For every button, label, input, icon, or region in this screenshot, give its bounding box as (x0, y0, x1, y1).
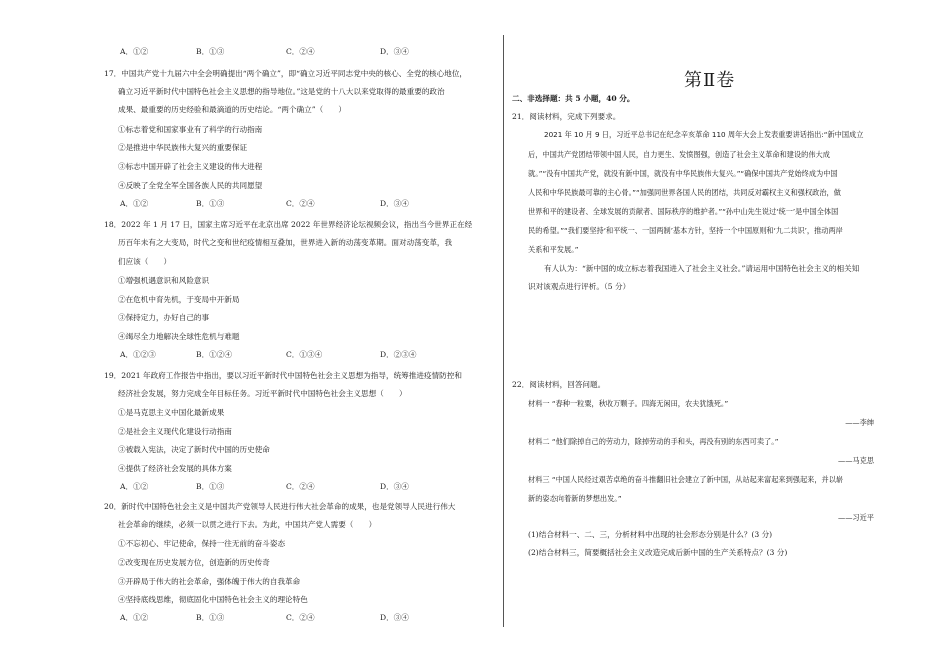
material-2-author: ——马克思 (838, 456, 874, 465)
question-17-stem: 确立习近平新时代中国特色社会主义思想的指导地位。”这是党的十八大以来党取得的最重要的政治 (118, 87, 445, 96)
question-22-sub-2: (2)结合材料三，简要概括社会主义改造完成后新中国的生产关系特点？(3 分) (528, 548, 788, 557)
question-18-item: ②在危机中育先机，于变局中开新局 (118, 295, 240, 304)
question-21-material: 世界和平的建设者、全球发展的贡献者、国际秩序的维护者。”“孙中山先生说过‘统一’是中国全体国 (528, 207, 839, 216)
option-b: B．①③ (196, 613, 225, 622)
material-3: 新的姿态向着新的梦想出发。” (528, 494, 622, 503)
option-c: C．①③④ (286, 350, 323, 359)
option-c: C．②④ (286, 199, 315, 208)
question-20-stem: 社会革命的继续，必须一以贯之进行下去。为此，中国共产党人需要（ ） (118, 520, 377, 529)
column-divider (503, 35, 504, 627)
material-1-author: ——李绅 (845, 418, 874, 427)
question-21-task: 识对该观点进行评析。（5 分） (528, 282, 631, 291)
material-2: 材料二 “他们除掉自己的劳动力，除掉劳动的手和头，再没有别的东西可卖了。” (528, 437, 779, 446)
question-18-item: ①增强机遇意识和风险意识 (118, 276, 210, 285)
question-20-stem: 20．新时代中国特色社会主义是中国共产党领导人民进行伟大社会革命的成果，也是党领导人民进行伟大 (104, 502, 456, 511)
question-19-stem: 19．2021 年政府工作报告中指出，要以习近平新时代中国特色社会主义思想为指导，统筹推进疫情防控和 (104, 371, 462, 380)
question-20-item: ②改变现在历史发展方位，创造新的历史传奇 (118, 558, 270, 567)
question-21-task: 有人认为：“新中国的成立标志着我国进入了社会主义社会。”请运用中国特色社会主义的相关知 (544, 264, 860, 273)
material-3-author: ——习近平 (838, 513, 874, 522)
option-b: B．①③ (196, 47, 225, 56)
option-a: A．①② (120, 482, 149, 491)
material-1: 材料一 “春种一粒粟，秋收万颗子。四海无闲田，农夫犹饿死。” (528, 399, 729, 408)
option-d: D．②③④ (380, 350, 417, 359)
question-17-item: ②是推进中华民族伟大复兴的重要保证 (118, 143, 248, 152)
question-21-stem: 21．阅读材料，完成下列要求。 (512, 112, 621, 121)
question-19-item: ④提供了经济社会发展的具体方案 (118, 464, 232, 473)
question-19-stem: 经济社会发展，努力完成全年目标任务。习近平新时代中国特色社会主义思想（ ） (118, 389, 407, 398)
option-b: B．①③ (196, 482, 225, 491)
option-a: A．①②③ (120, 350, 156, 359)
option-b: B．①②④ (196, 350, 232, 359)
question-19-item: ③被载入宪法，决定了新时代中国的历史使命 (118, 445, 270, 454)
option-c: C．②④ (286, 482, 315, 491)
question-18-item: ③保持定力，办好自己的事 (118, 313, 210, 322)
question-20-item: ③开辟局于伟大的社会革命，强体魄于伟大的自我革命 (118, 577, 301, 586)
option-a: A．①② (120, 199, 149, 208)
question-21-material: 2021 年 10 月 9 日，习近平总书记在纪念辛亥革命 110 周年大会上发表重要讲话指出:“新中国成立 (544, 130, 864, 139)
question-17-item: ④反映了全党全军全国各族人民的共同愿望 (118, 181, 263, 190)
option-d: D．③④ (380, 47, 409, 56)
question-18-stem: 历百年未有之大变局，时代之变和世纪疫情相互叠加，世界进入新的动荡变革期。面对动荡变革，我 (118, 238, 453, 247)
question-17-stem: 成果、最重要的历史经验和最滴道的历史结论。“两个确立”（ ） (118, 105, 346, 114)
option-a: A．①② (120, 47, 149, 56)
option-d: D．③④ (380, 613, 409, 622)
question-21-material: 就。”“没有中国共产党，就没有新中国，就没有中华民族伟大复兴。”“确保中国共产党始终成为中国 (528, 169, 838, 178)
option-a: A．①② (120, 613, 149, 622)
option-b: B．①③ (196, 199, 225, 208)
right-column (506, 0, 950, 672)
option-c: C．②④ (286, 613, 315, 622)
question-17-item: ①标志着党和国家事业有了科学的行动指南 (118, 125, 263, 134)
question-17-item: ③标志中国开辟了社会主义建设的伟大进程 (118, 162, 263, 171)
question-18-item: ④竭尽全力地解决全球性危机与难题 (118, 332, 240, 341)
question-22-stem: 22．阅读材料，回答问题。 (512, 380, 606, 389)
question-19-item: ①是马克思主义中国化最新成果 (118, 408, 225, 417)
question-18-stem: 们应该（ ） (118, 257, 172, 266)
option-d: D．③④ (380, 199, 409, 208)
question-19-item: ②是社会主义现代化建设行动指南 (118, 427, 232, 436)
section-heading: 二、非选择题：共 5 小题，40 分。 (512, 94, 635, 103)
question-22-sub-1: (1)结合材料一、二、三，分析材料中出现的社会形态分别是什么？(3 分) (528, 530, 773, 539)
question-21-material: 后，中国共产党团结带领中国人民，自力更生、发愤图强，创造了社会主义革命和建设的伟大成 (528, 150, 830, 159)
material-3: 材料三 “中国人民经过艰苦卓绝的奋斗推翻旧社会建立了新中国，从站起来富起来到强起来，并以崭 (528, 475, 844, 484)
option-c: C．②④ (286, 47, 315, 56)
question-20-item: ①不忘初心、牢记使命，保持一往无前的奋斗姿态 (118, 539, 286, 548)
question-21-material: 民的希望。”“我们要坚持‘和平统一、一国两制’基本方针，坚持一个中国原则和‘九二共识’，推动两岸 (528, 226, 843, 235)
question-20-item: ④坚持底线思维，彻底固化中国特色社会主义的理论特色 (118, 595, 308, 604)
question-18-stem: 18．2022 年 1 月 17 日，国家主席习近平在北京出席 2022 年世界经济论坛视频会议，指出当今世界正在经 (104, 220, 473, 229)
question-17-stem: 17．中国共产党十九届六中全会明确提出“两个确立”，即“确立习近平同志党中央的核心、全党的核心地位， (104, 69, 468, 78)
option-d: D．③④ (380, 482, 409, 491)
question-21-material: 人民和中华民族最可靠的主心骨。”“加强同世界各国人民的团结，共同反对霸权主义和强权政治，做 (528, 188, 841, 197)
question-21-material: 关系和平发展。” (528, 245, 579, 254)
volume-title: 第Ⅱ卷 (684, 70, 736, 91)
